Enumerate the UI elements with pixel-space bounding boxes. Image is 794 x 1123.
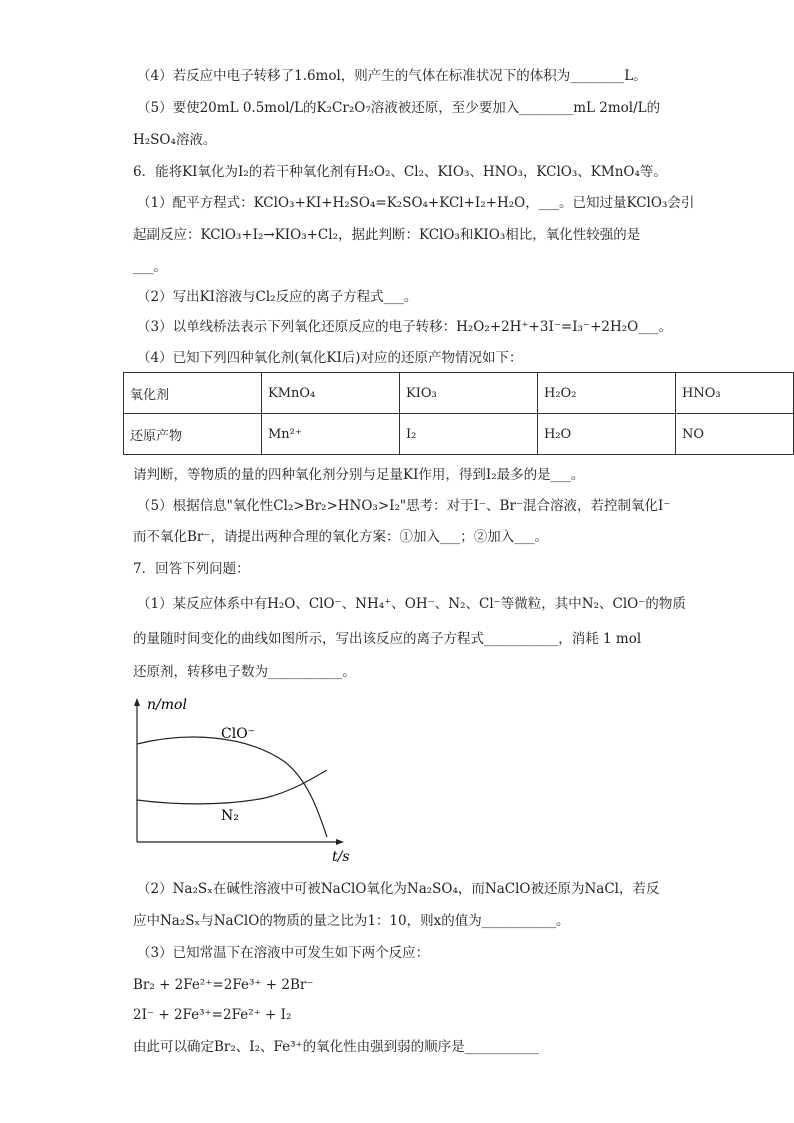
q7-part1-line3: 还原剂，转移电子数为___________。 — [133, 664, 356, 680]
table-cell: KMnO₄ — [262, 373, 400, 414]
q6-stem: 6．能将KI氧化为I₂的若干种氧化剂有H₂O₂、Cl₂、KIO₃、HNO₃，KClO₃、KMnO₄等。 — [133, 164, 667, 180]
equation-2: 2I⁻ + 2Fe³⁺=2Fe²⁺ + I₂ — [133, 1007, 292, 1023]
y-axis-arrow-icon — [134, 698, 140, 706]
table-cell: KIO₃ — [400, 373, 538, 414]
equation-1: Br₂ + 2Fe²⁺=2Fe³⁺ + 2Br⁻ — [133, 977, 314, 993]
table-cell: Mn²⁺ — [262, 414, 400, 455]
table-cell: I₂ — [400, 414, 538, 455]
q6-part2: （2）写出KI溶液与Cl₂反应的离子方程式___。 — [137, 289, 418, 305]
x-axis-label: t/s — [332, 849, 350, 865]
table-row — [124, 414, 794, 455]
table-cell: 还原产物 — [124, 414, 262, 455]
table-row — [124, 373, 794, 414]
q6-part4-question: 请判断，等物质的量的四种氧化剂分别与足量KI作用，得到I₂最多的是___。 — [133, 467, 585, 483]
table-cell: H₂O — [538, 414, 676, 455]
q6-part1-line1: （1）配平方程式：KClO₃+KI+H₂SO₄=K₂SO₄+KCl+I₂+H₂O，___。已知过量KClO₃会引 — [137, 195, 695, 211]
q5-part5-line2: H₂SO₄溶液。 — [133, 132, 217, 148]
clo-curve-label: ClO⁻ — [221, 726, 256, 742]
q6-part3: （3）以单线桥法表示下列氧化还原反应的电子转移：H₂O₂+2H⁺+3I⁻=I₃⁻+2H₂O___。 — [137, 319, 672, 335]
q6-part1-line3: ___。 — [133, 259, 167, 275]
moles-time-graph — [125, 692, 365, 867]
q5-part4: （4）若反应中电子转移了1.6mol，则产生的气体在标准状况下的体积为________L。 — [137, 68, 647, 84]
table-cell: NO — [676, 414, 794, 455]
q7-part1-line2: 的量随时间变化的曲线如图所示，写出该反应的离子方程式___________，消耗 1 mol — [133, 631, 642, 647]
q6-part5-line1: （5）根据信息"氧化性Cl₂>Br₂>HNO₃>I₂"思考：对于I⁻、Br⁻混合溶液，若控制氧化I⁻ — [137, 498, 671, 514]
q7-part3: （3）已知常温下在溶液中可发生如下两个反应： — [137, 945, 430, 961]
table-cell: H₂O₂ — [538, 373, 676, 414]
q5-part5-line1: （5）要使20mL 0.5mol/L的K₂Cr₂O₇溶液被还原，至少要加入________mL 2mol/L的 — [137, 100, 661, 116]
table-cell: 氧化剂 — [124, 373, 262, 414]
y-axis-label: n/mol — [147, 697, 187, 713]
q7-part2-line1: （2）Na₂Sₓ在碱性溶液中可被NaClO氧化为Na₂SO₄，而NaClO被还原为NaCl，若反 — [137, 881, 660, 897]
q7-stem: 7．回答下列问题： — [133, 561, 250, 577]
n2-curve-label: N₂ — [221, 808, 239, 824]
table-cell: HNO₃ — [676, 373, 794, 414]
q6-part4: （4）已知下列四种氧化剂(氧化KI后)对应的还原产物情况如下： — [137, 350, 523, 366]
q6-part1-line2: 起副反应：KClO₃+I₂→KIO₃+Cl₂，据此判断：KClO₃和KIO₃相比，氧化性较强的是 — [133, 227, 641, 243]
reduction-products-table — [123, 372, 794, 455]
q6-part5-line2: 而不氧化Br⁻，请提出两种合理的氧化方案：①加入___；②加入___。 — [133, 529, 548, 545]
q7-part3-question: 由此可以确定Br₂、I₂、Fe³⁺的氧化性由强到弱的顺序是___________ — [133, 1039, 539, 1055]
x-axis-arrow-icon — [336, 839, 344, 845]
q7-part2-line2: 应中Na₂Sₓ与NaClO的物质的量之比为1：10，则x的值为___________。 — [133, 913, 570, 929]
q7-part1-line1: （1）某反应体系中有H₂O、ClO⁻、NH₄⁺、OH⁻、N₂、Cl⁻等微粒，其中N₂、ClO⁻的物质 — [137, 596, 686, 612]
